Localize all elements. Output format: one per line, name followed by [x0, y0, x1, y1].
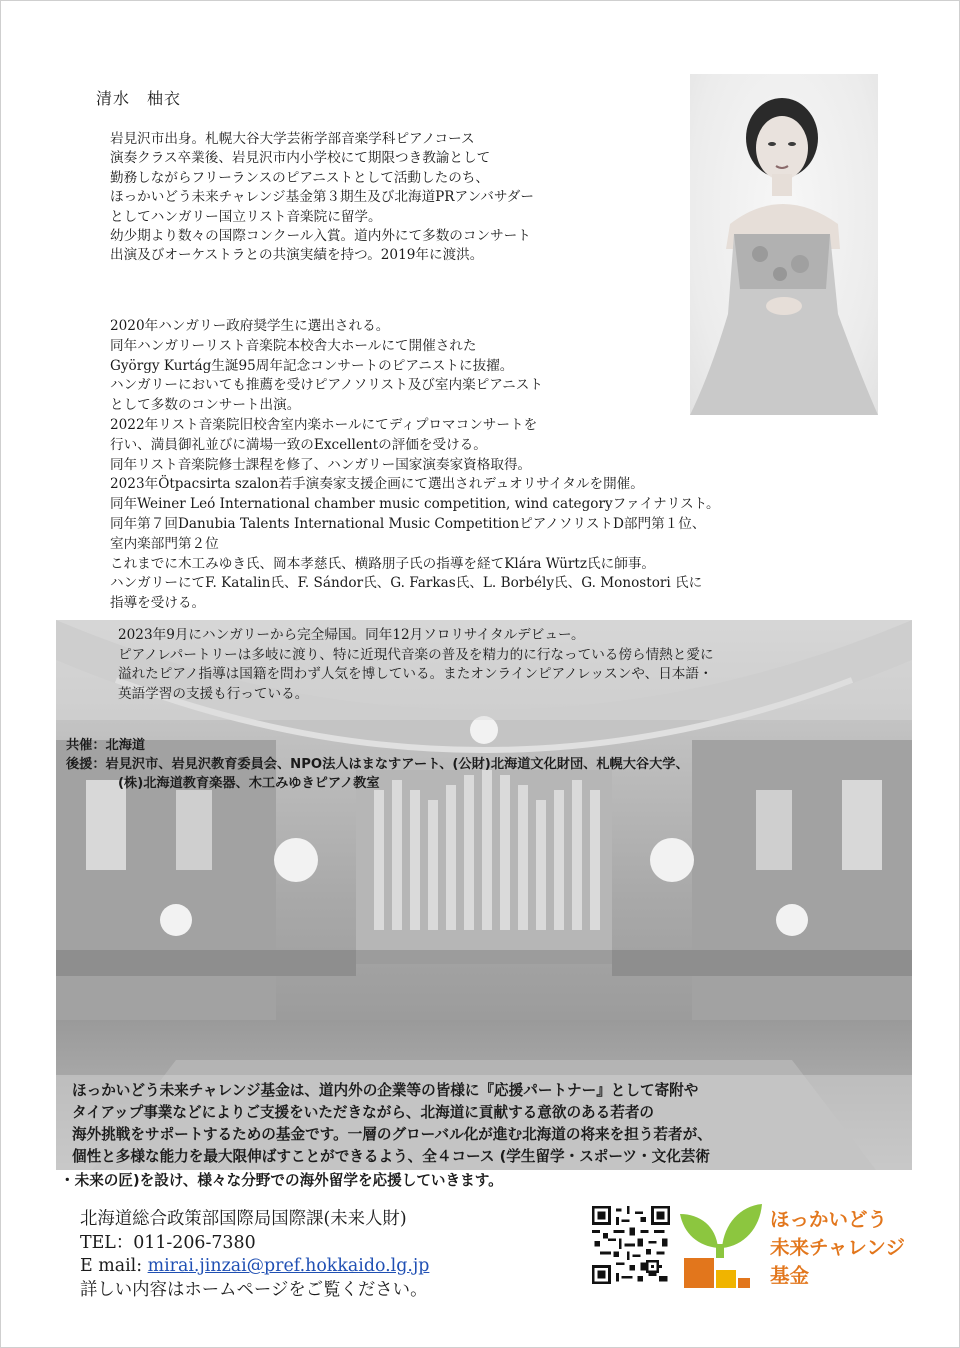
contact-note: 詳しい内容はホームページをご覧ください。 — [80, 1279, 428, 1300]
bio-block-3 — [118, 626, 714, 704]
bio-line: 2023年9月にハンガリーから完全帰国。同年12月ソロリサイタルデビュー。 — [118, 627, 585, 643]
support-credit: 後援：岩見沢市、岩見沢教育委員会、NPO法人はまなすアート、(公財)北海道文化財団、札幌大谷大学、 — [66, 757, 689, 772]
contact-department: 北海道総合政策部国際局国際課(未来人財) — [80, 1209, 407, 1229]
performer-name: 清水 柚衣 — [96, 89, 182, 108]
credits-block — [66, 736, 689, 793]
logo-stem — [716, 1244, 724, 1258]
concert-hall-photo — [56, 620, 912, 1170]
logo-block-1 — [684, 1258, 714, 1288]
contact-block — [80, 1208, 429, 1302]
fund-line-last: ・未来の匠)を設け、様々な分野での海外留学を応援していきます。 — [60, 1172, 503, 1189]
bio-line: 同年Weiner Leó International chamber music competition, wind categoryファイナリスト。 — [110, 496, 720, 513]
bio-line: ほっかいどう未来チャレンジ基金第３期生及び北海道PRアンバサダー — [110, 189, 534, 206]
bio-line: György Kurtág生誕95周年記念コンサートのピアニストに抜擢。 — [110, 357, 514, 374]
bio-line: ハンガリーにおいても推薦を受けピアノソリスト及び室内楽ピアニスト — [110, 377, 543, 394]
bio-line: 英語学習の支援も行っている。 — [118, 685, 309, 702]
bio-line: 室内楽部門第２位 — [110, 535, 219, 552]
performer-portrait — [690, 74, 878, 415]
logo-leaf-left — [680, 1214, 718, 1248]
logo-leaf-right — [722, 1204, 762, 1248]
portrait-illustration — [690, 74, 878, 415]
fund-logo-text — [770, 1206, 905, 1290]
bio-line: 同年第７回Danubia Talents International Music CompetitionピアノソリストD部門第１位、 — [110, 515, 706, 532]
bio-line: 演奏クラス卒業後、岩見沢市内小学校にて期限つき教諭として — [110, 150, 491, 167]
bio-line: 出演及びオーケストラとの共演実績を持つ。2019年に渡洪。 — [110, 247, 484, 264]
logo-line: 未来チャレンジ — [770, 1236, 905, 1259]
bio-line: これまでに木工みゆき氏、岡本孝慈氏、横路朋子氏の指導を経てKlára Würtz氏に師事。 — [110, 555, 656, 572]
fund-line: 個性と多様な能力を最大限伸ばすことができるよう、全４コース (学生留学・スポーツ・文化芸術 — [72, 1148, 710, 1165]
bio-line: 同年ハンガリーリスト音楽院本校舎大ホールにて開催された — [110, 337, 477, 354]
bio-line: 2020年ハンガリー政府奨学生に選出される。 — [110, 318, 390, 334]
bio-line: ピアノレパートリーは多岐に渡り、特に近現代音楽の普及を精力的に行なっている傍ら情熱と愛に — [118, 646, 714, 663]
email-link[interactable]: mirai.jinzai@pref.hokkaido.lg.jp — [147, 1256, 430, 1277]
logo-block-2 — [716, 1270, 736, 1288]
bio-line: 溢れたピアノ指導は国籍を問わず人気を博している。またオンラインピアノレッスンや、日本語・ — [118, 666, 713, 683]
email-label: E mail: — [80, 1256, 148, 1277]
contact-tel: TEL：011-206-7380 — [80, 1232, 256, 1253]
bio-line: として多数のコンサート出演。 — [110, 397, 301, 414]
fund-line: タイアップ事業などによりご支援をいただきながら、北海道に貢献する意欲のある若者の — [72, 1104, 655, 1121]
bio-line: 同年リスト音楽院修士課程を修了、ハンガリー国家演奏家資格取得。 — [110, 456, 532, 473]
logo-line: 基金 — [770, 1264, 810, 1287]
bio-line: 2023年Ötpacsirta szalon若手演奏家支援企画にて選出されデュオリサイタルを開催。 — [110, 476, 644, 493]
qr-code[interactable] — [592, 1206, 670, 1284]
bio-line: 指導を受ける。 — [110, 595, 206, 612]
host-credit: 共催：北海道 — [66, 738, 146, 753]
bio-line: 幼少期より数々の国際コンクール入賞。道内外にて多数のコンサート — [110, 228, 531, 245]
logo-line: ほっかいどう — [770, 1208, 888, 1231]
bio-line: としてハンガリー国立リスト音楽院に留学。 — [110, 208, 382, 225]
bio-line: 岩見沢市出身。札幌大谷大学芸術学部音楽学科ピアノコース — [110, 131, 475, 147]
bio-line: 勤務しながらフリーランスのピアニストとして活動したのち、 — [110, 169, 489, 186]
support-credit-continued: (株)北海道教育楽器、木工みゆきピアノ教室 — [118, 776, 380, 791]
bio-line: ハンガリーにてF. Katalin氏、F. Sándor氏、G. Farkas氏、L. Borbély氏、G. Monostori 氏に — [110, 575, 703, 592]
fund-logo-icon — [678, 1200, 762, 1292]
contact-email-row — [80, 1255, 429, 1279]
bio-line: 2022年リスト音楽院旧校舎室内楽ホールにてディプロマコンサートを — [110, 416, 538, 433]
bio-line: 行い、満員御礼並びに満場一致のExcellentの評価を受ける。 — [110, 436, 487, 453]
fund-line: ほっかいどう未来チャレンジ基金は、道内外の企業等の皆様に『応援パートナー』として寄附や — [72, 1082, 699, 1099]
fund-description — [72, 1080, 712, 1168]
logo-block-3 — [738, 1278, 750, 1288]
fund-line: 海外挑戦をサポートするための基金です。一層のグローバル化が進む北海道の将来を担う若者が、 — [72, 1126, 712, 1143]
